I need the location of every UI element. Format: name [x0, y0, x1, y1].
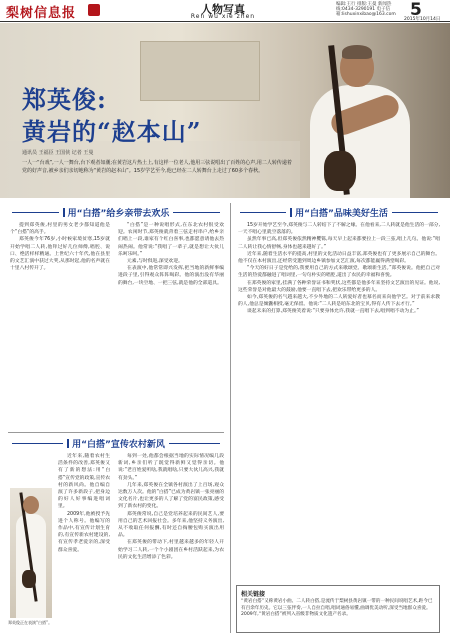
- section-heading-left1: 用“白搭”给乡亲带去欢乐: [8, 205, 224, 219]
- related-link-text: “黄岩白搭”又称黄岩小曲、二人转白搭,是流传于梨树县黄岩镇一带的一种民间说唱艺术,距今已有百余年历史。它以三弦伴奏,一人自拉自唱,唱词通俗易懂,曲调优美动听,深受当地群众喜爱。2009年,“黄岩白搭”被列入省级非物质文化遗产名录。: [241, 599, 433, 618]
- lead-paragraph: 一人一“台戏”,一人一舞台,台下观者如潮;在黄岩这片热土上,有这样一位老人,他用三弦说唱出了百姓的心声,用二人转传递着党的好声音,被乡亲们亲切地称为“黄岩的赵本山”。15岁学艺至今,他已经在二人转舞台上走过了60多个春秋。: [22, 160, 292, 174]
- hero-photo-shelf: [140, 41, 260, 101]
- hero-banner: [0, 23, 450, 198]
- hero-photo-performer: [300, 43, 420, 198]
- issue-date: 2015年10月14日: [404, 17, 441, 22]
- editor-info: 编辑:王行 排版:王曼 新闻热线:0434-3290191 电子信箱:lishuxinxibao@163.com: [336, 2, 396, 17]
- section-title: 人物写真: [201, 3, 245, 16]
- headline-line1: 郑英俊:: [22, 85, 107, 114]
- byline: 通讯员 王福臣 王国侠 记者 王曼: [22, 150, 94, 156]
- newspaper-logo: 梨树信息报: [6, 6, 77, 21]
- article-left1-col1: 提到郑英俊,村里的男女老少都知道他是个“白搭”的高手。 郑英俊今年76岁,小时候家境贫寒,15岁就开始学唱二人转,他拜过好几位师傅,唱腔、说口、绝活样样精通。上世纪六十年代,他在县里的文艺汇演中获过大奖,从那时起,他的名声就在十里八村传开了。: [10, 223, 110, 272]
- related-link-box: [236, 585, 440, 633]
- article-right: 15岁开始学艺至今,郑英俊与二人转结下了不解之缘。在他看来,二人转就是他生活的一部分,一天不唱心里就空落落的。 虽然年事已高,但郑英俊依然精神矍铄,每天早上起来都要拉上一段三弦,唱上几句。他说:“唱二人转让我心情舒畅,身体也越来越好了。” 近年来,随着生活水平的提高,村里的文化活动日益丰富,郑英俊也有了更多展示自己的舞台。他不仅在本村演出,还经常受邀到周边乡镇参加文艺汇演,每次都能赢得满堂喝彩。 “今天的好日子是党给的,我要用自己的方式来歌颂党、歌颂新生活。”郑英俊说。他把自己对生活的热爱都融进了唱词里,一句句朴实的唱腔,道出了农民的幸福和喜悦。 在郑英俊的家里,挂满了各种荣誉证书和奖状,这些都是他多年来坚持文艺演出的见证。他说,这些荣誉是对他最大的鼓励,他要一直唱下去,把欢乐带给更多的人。 如今,郑英俊的名气越来越大,不少外地的二人转爱好者也慕名而来向他学艺。对于前来求教的人,他总是倾囊相授,毫无保留。他说:“二人转是咱东北的宝贝,得有人传下去才行。” 谈起未来的打算,郑英俊笑着说:“只要身体允许,我就一直唱下去,唱到唱不动为止。”: [238, 223, 440, 315]
- related-link-title: 相关链接: [241, 591, 266, 598]
- article-left2-col1: 近年来,随着农村生活条件的改善,郑英俊又有了新的想法:用“白搭”宣传党的政策,宣传农村的新风尚。他自编自演了许多新段子,把身边的好人好事编进唱词里。 2009年,他被授予先进个人称号。他编写的作品中,有宣传计划生育的,有宣传新农村建设的,有宣传孝老爱亲的,深受群众喜爱。: [58, 454, 110, 553]
- photo-caption: 郑英俊正在表演“白搭”。: [8, 620, 53, 625]
- divider: [8, 432, 224, 433]
- section-heading-right1: 用“白搭”品味美好生活: [236, 205, 442, 219]
- performer-photo: [10, 488, 52, 618]
- logo-seal-icon: [88, 4, 100, 16]
- headline-line2: 黄岩的“赵本山”: [22, 117, 202, 146]
- page-number: 5: [410, 0, 422, 20]
- column-divider: [230, 203, 231, 633]
- article-left2-col2: 每到一处,他都会根据当地的实际情况编几段新词,乡亲们听了既觉得新鲜又觉得亲切。他说:“老百姓爱听啥,我就唱啥,只要大伙儿高兴,我就有劲头。” 几年来,郑英俊在全镇各村演出了上百场,观众达数万人次。他的“白搭”已成为黄岩镇一张亮丽的文化名片,也让更多的人了解了党的富民政策,感受到了新农村的变化。 郑英俊常说,自己是党培养起来的民间艺人,要用自己的艺术回报社会。多年来,他坚持义务演出,从不收取任何报酬,有时还自掏腰包购买演出用品。 在郑英俊的带动下,村里越来越多的年轻人开始学习二人转,一个个小剧团在乡村活跃起来,为农民的文化生活增添了色彩。: [118, 454, 224, 560]
- article-left1-col2: “白搭”是一种说唱形式,在东北农村很受欢迎。农闲时节,郑英俊就背着三弦走村串户,给乡亲们唱上一段,谁家有个红白喜事,也都愿意请他去热闹热闹。他常说:“我唱了一辈子,就是想让大伙儿乐呵乐呵。” 元素,与时俱进,深受欢迎。 在表演中,他常常即兴发挥,把当地的新鲜事编进段子里,引得观众阵阵喝彩。他的演出没有华丽的舞台,一块空地、一把三弦,就是他的全部道具。: [118, 223, 224, 286]
- section-pinyin: Ren wu xie zhen: [190, 13, 256, 20]
- masthead: [0, 0, 450, 22]
- section-heading-left2: 用“白搭”宣传农村新风: [8, 436, 224, 450]
